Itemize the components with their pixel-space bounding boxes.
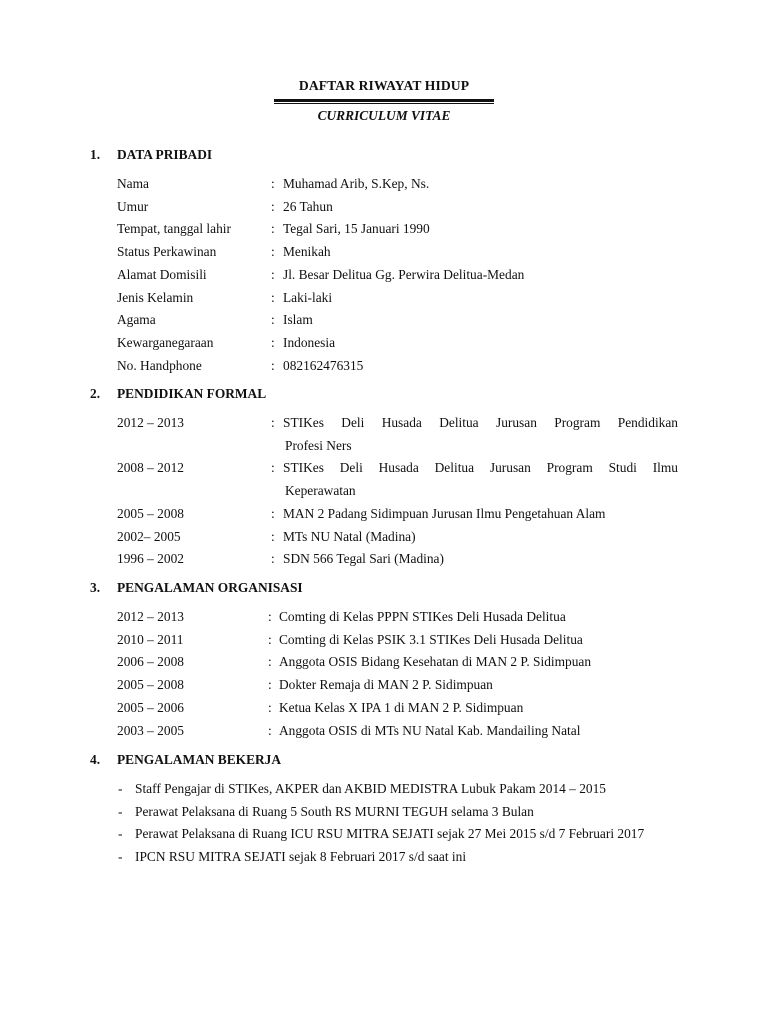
field-row xyxy=(0,355,768,378)
colon: : xyxy=(271,357,275,373)
work-item xyxy=(0,823,768,846)
field-label: Nama xyxy=(117,176,149,191)
colon: : xyxy=(268,631,272,647)
education-years: 2008 – 2012 xyxy=(117,460,184,476)
document-title: DAFTAR RIWAYAT HIDUP xyxy=(298,78,470,93)
field-label: Kewarganegaraan xyxy=(117,334,214,350)
organization-role: Comting di Kelas PPPN STIKes Deli Husada Delitua xyxy=(279,609,566,624)
education-institution-cont: Keperawatan xyxy=(285,483,356,499)
section-title: PENGALAMAN BEKERJA xyxy=(117,752,282,767)
bullet-dash: - xyxy=(118,826,123,842)
field-value: Islam xyxy=(283,312,313,328)
field-value: Muhamad Arib, S.Kep, Ns. xyxy=(283,176,430,191)
organization-years: 2006 – 2008 xyxy=(117,654,184,670)
education-institution: MAN 2 Padang Sidimpuan Jurusan Ilmu Pengetahuan Alam xyxy=(283,505,606,521)
field-row xyxy=(0,196,768,219)
work-item-text: Staff Pengajar di STIKes, AKPER dan AKBID MEDISTRA Lubuk Pakam 2014 – 2015 xyxy=(135,781,607,796)
section-heading xyxy=(0,752,768,774)
education-row xyxy=(0,412,768,435)
education-institution: STIKes Deli Husada Delitua Jurusan Program Studi Ilmu xyxy=(283,460,678,476)
organization-row xyxy=(0,697,768,720)
section-pengalaman-organisasi xyxy=(0,580,768,742)
section-number: 1. xyxy=(90,147,101,162)
section-heading xyxy=(0,580,768,602)
colon: : xyxy=(268,722,272,738)
field-value: Laki-laki xyxy=(283,289,333,305)
colon: : xyxy=(268,609,272,624)
colon: : xyxy=(268,654,272,670)
field-row xyxy=(0,287,768,310)
bullet-dash: - xyxy=(118,849,123,865)
field-label: No. Handphone xyxy=(117,357,202,373)
education-years: 2012 – 2013 xyxy=(117,415,184,430)
colon: : xyxy=(268,677,272,693)
organization-role: Comting di Kelas PSIK 3.1 STIKes Deli Husada Delitua xyxy=(279,631,583,647)
organization-row xyxy=(0,651,768,674)
education-institution-cont: Profesi Ners xyxy=(285,437,352,453)
colon: : xyxy=(271,221,275,237)
colon: : xyxy=(271,198,275,214)
field-value: Indonesia xyxy=(283,334,336,350)
organization-years: 2005 – 2008 xyxy=(117,677,184,693)
section-number: 2. xyxy=(90,386,101,401)
document-header xyxy=(0,78,768,124)
education-institution: MTs NU Natal (Madina) xyxy=(283,528,416,544)
colon: : xyxy=(271,266,275,282)
colon: : xyxy=(271,505,275,521)
colon: : xyxy=(271,289,275,305)
organization-role: Anggota OSIS Bidang Kesehatan di MAN 2 P. Sidimpuan xyxy=(279,654,592,670)
section-number: 4. xyxy=(90,752,101,767)
field-label: Agama xyxy=(117,312,156,328)
colon: : xyxy=(271,312,275,328)
field-label: Tempat, tanggal lahir xyxy=(117,221,231,237)
work-item xyxy=(0,846,768,869)
education-institution: SDN 566 Tegal Sari (Madina) xyxy=(283,551,444,567)
field-value: Menikah xyxy=(283,244,331,260)
section-title: DATA PRIBADI xyxy=(117,147,213,162)
work-item xyxy=(0,778,768,801)
field-value: 26 Tahun xyxy=(283,198,333,214)
title-underline xyxy=(274,99,494,104)
colon: : xyxy=(271,244,275,260)
section-pendidikan-formal xyxy=(0,386,768,571)
organization-years: 2012 – 2013 xyxy=(117,609,184,624)
field-row xyxy=(0,241,768,264)
section-number: 3. xyxy=(90,580,101,595)
organization-years: 2010 – 2011 xyxy=(117,631,184,647)
work-item-text: IPCN RSU MITRA SEJATI sejak 8 Februari 2017 s/d saat ini xyxy=(135,849,467,865)
organization-row xyxy=(0,674,768,697)
education-institution: STIKes Deli Husada Delitua Jurusan Program Pendidikan xyxy=(283,415,678,430)
field-label: Status Perkawinan xyxy=(117,244,217,260)
organization-row xyxy=(0,606,768,629)
field-value: Jl. Besar Delitua Gg. Perwira Delitua-Medan xyxy=(283,266,525,282)
organization-role: Anggota OSIS di MTs NU Natal Kab. Mandailing Natal xyxy=(279,722,581,738)
field-label: Jenis Kelamin xyxy=(117,289,194,305)
field-value: Tegal Sari, 15 Januari 1990 xyxy=(283,221,430,237)
organization-years: 2003 – 2005 xyxy=(117,722,184,738)
work-item-text: Perawat Pelaksana di Ruang ICU RSU MITRA SEJATI sejak 27 Mei 2015 s/d 7 Februari 2017 xyxy=(135,826,645,842)
field-row xyxy=(0,173,768,196)
education-years: 2002– 2005 xyxy=(117,528,181,544)
document-subtitle: CURRICULUM VITAE xyxy=(317,108,451,123)
section-heading xyxy=(0,147,768,169)
colon: : xyxy=(271,415,275,430)
colon: : xyxy=(271,460,275,476)
education-years: 1996 – 2002 xyxy=(117,551,184,567)
field-row xyxy=(0,309,768,332)
work-item xyxy=(0,801,768,824)
field-label: Umur xyxy=(117,198,149,214)
education-row xyxy=(0,548,768,571)
field-value: 082162476315 xyxy=(283,357,364,373)
section-title: PENGALAMAN ORGANISASI xyxy=(117,580,303,595)
organization-row xyxy=(0,629,768,652)
organization-role: Ketua Kelas X IPA 1 di MAN 2 P. Sidimpuan xyxy=(279,699,524,715)
organization-years: 2005 – 2006 xyxy=(117,699,184,715)
bullet-dash: - xyxy=(118,781,123,796)
field-label: Alamat Domisili xyxy=(117,266,207,282)
colon: : xyxy=(271,528,275,544)
field-row xyxy=(0,332,768,355)
section-data-pribadi xyxy=(0,147,768,377)
bullet-dash: - xyxy=(118,803,123,819)
education-years: 2005 – 2008 xyxy=(117,505,184,521)
education-row xyxy=(0,503,768,526)
section-pengalaman-bekerja xyxy=(0,752,768,869)
field-row xyxy=(0,218,768,241)
section-heading xyxy=(0,386,768,408)
colon: : xyxy=(271,334,275,350)
work-item-text: Perawat Pelaksana di Ruang 5 South RS MURNI TEGUH selama 3 Bulan xyxy=(135,803,534,819)
colon: : xyxy=(271,176,275,191)
field-row xyxy=(0,264,768,287)
education-row xyxy=(0,526,768,549)
organization-role: Dokter Remaja di MAN 2 P. Sidimpuan xyxy=(279,677,493,693)
education-row xyxy=(0,457,768,480)
section-title: PENDIDIKAN FORMAL xyxy=(117,386,267,401)
organization-row xyxy=(0,720,768,743)
colon: : xyxy=(271,551,275,567)
colon: : xyxy=(268,699,272,715)
